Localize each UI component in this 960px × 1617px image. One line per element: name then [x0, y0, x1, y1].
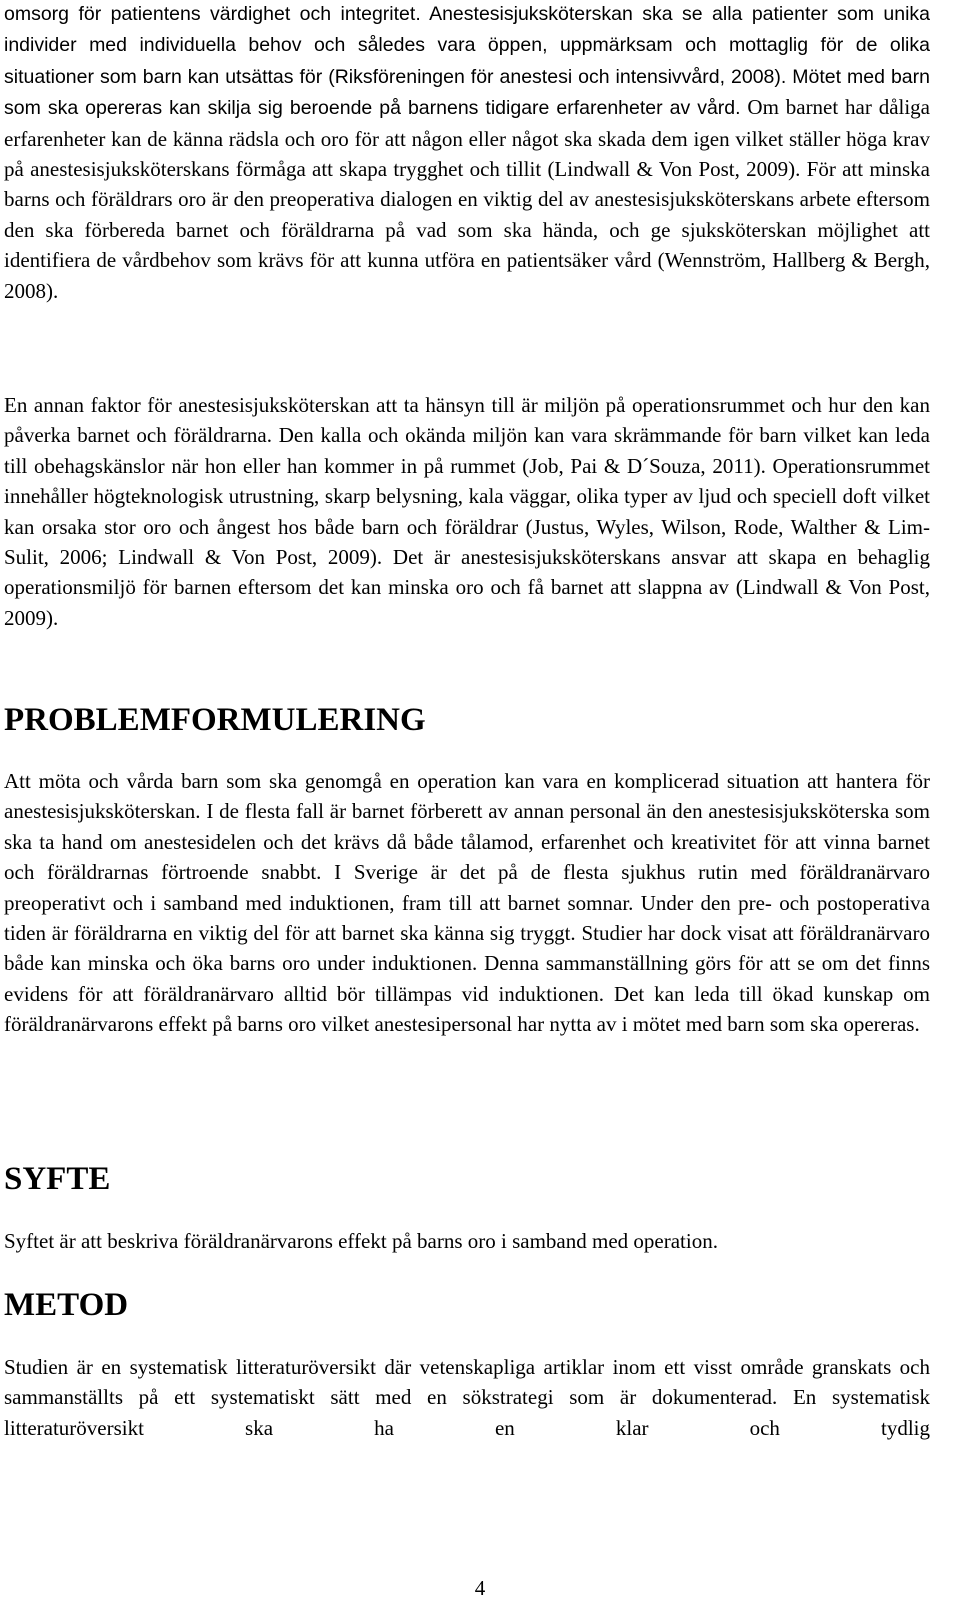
heading-metod: METOD	[4, 1287, 129, 1323]
paragraph-syfte: Syftet är att beskriva föräldranärvarons effekt på barns oro i samband med operation.	[4, 1229, 718, 1253]
paragraph-metod: Studien är en systematisk litteraturöversikt där vetenskapliga artiklar inom ett visst område granskats och sammanställts på ett systematiskt sätt med en sökstrategi som är dokumenterad. En systematisk litteraturöversikt ska ha en klar och tydlig	[4, 1355, 930, 1440]
paragraph-operating-room: En annan faktor för anestesisjuksköterskan att ta hänsyn till är miljön på operationsrummet och hur den kan påverka barnet och föräldrarna. Den kalla och okända miljön kan vara skrämmande för barn vilket kan leda till obehagskänslor när hon eller han kommer in på rummet (Job, Pai & D´Souza, 2011). Operationsrummet innehåller högteknologisk utrustning, skarp belysning, kala väggar, olika typer av ljud och speciell doft vilket kan orsaka stor oro och ångest hos både barn och föräldrar (Justus, Wyles, Wilson, Rode, Walther & Lim-Sulit, 2006; Lindwall & Von Post, 2009). Det är anestesisjuksköterskans ansvar att skapa en behaglig operationsmiljö för barnen eftersom det kan minska oro och få barnet att slappna av (Lindwall & Von Post, 2009).	[4, 393, 930, 630]
heading-syfte: SYFTE	[4, 1161, 111, 1197]
heading-problemformulering: PROBLEMFORMULERING	[4, 702, 426, 738]
paragraph-sans-segment: omsorg för patientens värdighet och integritet. Anestesisjuksköterskan ska se alla patienter som unika individer med individuella behov och således vara öppen, uppmärksam och mottaglig för de olika situationer som barn kan utsättas för (Riksföreningen för anestesi och intensivvård, 2008). Mötet med barn som ska opereras kan skilja sig beroende på barnens tidigare erfarenheter av vård.	[4, 3, 930, 120]
paragraph-problemformulering: Att möta och vårda barn som ska genomgå en operation kan vara en komplicerad situation att hantera för anestesisjuksköterskan. I de flesta fall är barnet förberett av annan personal än den anestesisjuksköterska som ska ta hand om anestesidelen och det krävs då både tålamod, erfarenhet och kreativitet för att vinna barnet och föräldrarnas förtroende snabbt. I Sverige är det på de flesta sjukhus rutin med föräldranärvaro preoperativt och i samband med induktionen, fram till att barnet somnar. Under den pre- och postoperativa tiden är föräldrarna en viktig del för att barnet ska känna sig tryggt. Studier har dock visat att föräldranärvaro både kan minska och öka barns oro under induktionen. Denna sammanställning görs för att se om det finns evidens för att föräldranärvaro alltid bör tillämpas vid induktionen. Det kan leda till ökad kunskap om föräldranärvarons effekt på barns oro vilket anestesipersonal har nytta av i mötet med barn som ska opereras.	[4, 769, 930, 1037]
paragraph-serif-segment: Om barnet har dåliga erfarenheter kan de känna rädsla och oro för att någon eller något ska skada dem igen vilket ställer höga krav på anestesisjuksköterskans förmåga att skapa trygghet och tillit (Lindwall & Von Post, 2009). För att minska barns och föräldrars oro är den preoperativa dialogen en viktig del av anestesisjuksköterskans arbete eftersom den ska förbereda barnet och föräldrarna på vad som ska hända, och ge sjuksköterskan möjlighet att identifiera de vårdbehov som krävs för att kunna utföra en patientsäker vård (Wennström, Hallberg & Bergh, 2008).	[4, 95, 931, 303]
page-number: 4	[474, 1576, 486, 1600]
paragraph-patient-dignity	[4, 0, 930, 306]
